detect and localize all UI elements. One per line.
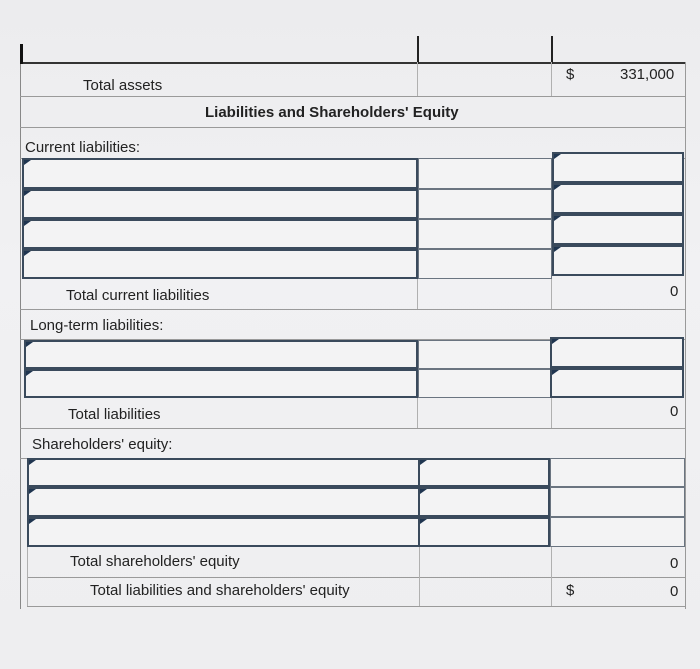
equity-total-col-3: [550, 517, 685, 547]
col-line: [27, 547, 28, 607]
input-marker-icon: [420, 489, 427, 494]
input-marker-icon: [24, 160, 31, 165]
long-term-liability-amount-input-1[interactable]: [550, 337, 684, 368]
col-line: [419, 547, 420, 607]
input-marker-icon: [29, 460, 36, 465]
total-current-liabilities-label: Total current liabilities: [66, 287, 210, 304]
long-term-liability-name-input-2[interactable]: [24, 369, 418, 398]
input-marker-icon: [29, 519, 36, 524]
total-assets-value: 331,000: [620, 66, 675, 83]
current-liability-name-input-2[interactable]: [22, 189, 418, 219]
input-marker-icon: [420, 519, 427, 524]
current-liability-name-input-3[interactable]: [22, 219, 418, 249]
current-liability-amount-input-3[interactable]: [552, 214, 684, 245]
total-assets-label: Total assets: [83, 77, 163, 94]
input-marker-icon: [24, 251, 31, 256]
grand-total-label: Total liabilities and shareholders' equity: [90, 582, 350, 599]
current-liability-amount-input-4[interactable]: [552, 245, 684, 276]
equity-amount-input-3[interactable]: [418, 517, 550, 547]
input-marker-icon: [420, 460, 427, 465]
grand-total-value: 0: [670, 583, 679, 600]
long-term-liability-name-input-1[interactable]: [24, 340, 418, 369]
currency-symbol: $: [566, 66, 575, 83]
current-liability-amount-col-1: [418, 158, 552, 189]
equity-amount-input-2[interactable]: [418, 487, 550, 517]
equity-total-col-1: [550, 458, 685, 487]
input-marker-icon: [554, 247, 561, 252]
section-header: Liabilities and Shareholders' Equity: [205, 104, 459, 121]
col-line: [551, 398, 552, 428]
col-line: [417, 398, 418, 428]
total-current-liabilities-value: 0: [670, 283, 679, 300]
col-line: [417, 62, 418, 96]
equity-name-input-3[interactable]: [27, 517, 420, 547]
grand-total-currency: $: [566, 582, 575, 599]
row-line: [20, 127, 685, 128]
top-border: [20, 62, 685, 64]
input-marker-icon: [24, 191, 31, 196]
equity-name-input-2[interactable]: [27, 487, 420, 517]
long-term-liability-amount-input-2[interactable]: [550, 368, 684, 398]
current-liability-amount-col-4: [418, 249, 552, 279]
equity-total-col-2: [550, 487, 685, 517]
current-liability-amount-col-3: [418, 219, 552, 249]
current-liabilities-label: Current liabilities:: [25, 139, 141, 156]
total-liabilities-value: 0: [670, 403, 679, 420]
column-divider-top-right: [551, 36, 553, 64]
row-line: [20, 309, 685, 310]
col-line: [417, 279, 418, 309]
equity-name-input-1[interactable]: [27, 458, 420, 487]
input-marker-icon: [24, 221, 31, 226]
current-liability-amount-input-1[interactable]: [552, 152, 684, 183]
current-liability-name-input-1[interactable]: [22, 158, 418, 189]
right-border: [685, 62, 686, 609]
col-line: [551, 547, 552, 607]
total-liabilities-label: Total liabilities: [68, 406, 161, 423]
long-term-liability-amount-col-1: [418, 340, 552, 369]
total-equity-label: Total shareholders' equity: [70, 553, 240, 570]
input-marker-icon: [26, 371, 33, 376]
col-line: [551, 279, 552, 309]
input-marker-icon: [26, 342, 33, 347]
input-marker-icon: [554, 216, 561, 221]
col-line: [551, 62, 552, 96]
long-term-liability-amount-col-2: [418, 369, 552, 398]
current-liability-amount-input-2[interactable]: [552, 183, 684, 214]
column-divider-top: [417, 36, 419, 64]
input-marker-icon: [29, 489, 36, 494]
row-line: [27, 606, 685, 607]
input-marker-icon: [552, 370, 559, 375]
input-marker-icon: [552, 339, 559, 344]
input-marker-icon: [554, 154, 561, 159]
row-line: [20, 428, 685, 429]
corner-tick: [20, 44, 23, 64]
long-term-liabilities-label: Long-term liabilities:: [30, 317, 164, 334]
row-line: [27, 577, 685, 578]
current-liability-amount-col-2: [418, 189, 552, 219]
shareholders-equity-label: Shareholders' equity:: [32, 436, 173, 453]
total-equity-value: 0: [670, 555, 679, 572]
row-line: [20, 96, 685, 97]
left-border: [20, 44, 21, 609]
input-marker-icon: [554, 185, 561, 190]
current-liability-name-input-4[interactable]: [22, 249, 418, 279]
equity-amount-input-1[interactable]: [418, 458, 550, 487]
